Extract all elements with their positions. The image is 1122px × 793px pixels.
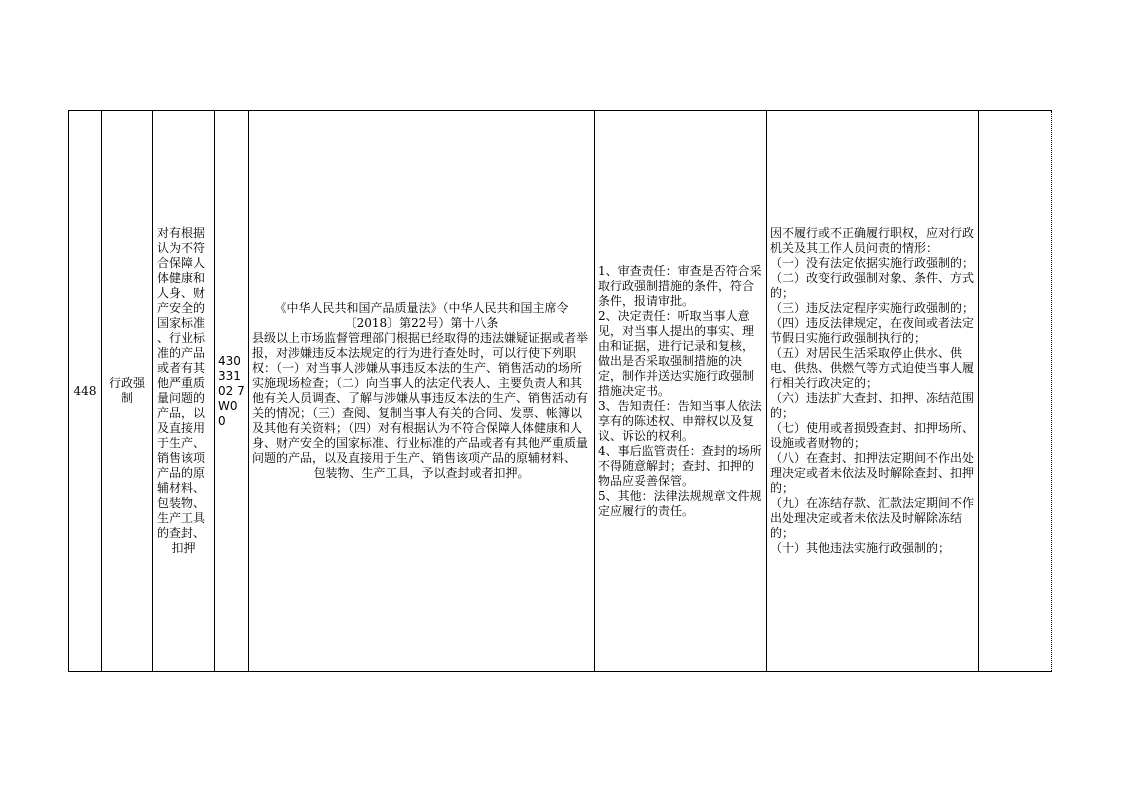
accountability: [767, 111, 979, 672]
power-list-table: [68, 110, 1052, 672]
table-row: [69, 111, 1052, 672]
accountability-item: （二）改变行政强制对象、条件、方式的；: [770, 271, 975, 300]
power-subject-line: 对有根据: [157, 226, 206, 240]
power-subject-line: 他严重质: [157, 376, 206, 390]
power-code: 43033102 7W00: [215, 111, 249, 672]
power-subject-line: 包装物、: [157, 496, 206, 510]
power-subject-line: 人身、财: [157, 286, 206, 300]
power-subject-line: 合保障人: [157, 256, 206, 270]
power-subject-line: 认为不符: [157, 241, 206, 255]
responsibility-item: 5、其他：法律法规规章文件规定应履行的责任。: [598, 488, 762, 518]
accountability-item: （六）违法扩大查封、扣押、冻结范围的；: [770, 391, 975, 420]
legal-basis-text: 县级以上市场监督管理部门根据已经取得的违法嫌疑证据或者举报，对涉嫌违反本法规定的行为进行查处时，可以行使下列职权：（一）对当事人涉嫌从事违反本法的生产、销售活动的场所实施现场检查；（二）向当事人的法定代表人、主要负责人和其他有关人员调查、了解与涉嫌从事违反本法的生产、销售活动有关的情况；（三）查阅、复制当事人有关的合同、发票、帐簿以及其他有关资料；（四）对有根据认为不符合保障人体健康和人身、财产安全的国家标准、行业标准的产品或者有其他严重质量问题的产品，以及直接用于生产、销售该项产品的原辅材料、: [252, 331, 589, 465]
power-subject-line: 、行业标: [157, 331, 206, 345]
legal-basis-text-end: 包装物、生产工具，予以查封或者扣押。: [313, 466, 530, 480]
responsibility-item: 4、事后监管责任：查封的场所不得随意解封；查封、扣押的物品应妥善保管。: [598, 443, 762, 488]
accountability-item: （九）在冻结存款、汇款法定期间不作出处理决定或者未依法及时解除冻结的；: [770, 496, 975, 540]
accountability-item: （十）其他违法实施行政强制的；: [770, 541, 951, 555]
power-subject-line: 销售该项: [157, 451, 206, 465]
legal-basis: [249, 111, 595, 672]
power-subject-line: 扣押: [171, 541, 196, 555]
accountability-item: （一）没有法定依据实施行政强制的；: [770, 256, 975, 270]
power-subject-line: 量问题的: [157, 391, 206, 405]
power-subject-line: 生产工具: [157, 511, 206, 525]
legal-basis-law-title: 《中华人民共和国产品质量法》（中华人民共和国主席令: [274, 301, 569, 315]
responsibility-item: 3、告知责任：告知当事人依法享有的陈述权、申辩权以及复议、诉讼的权利。: [598, 398, 762, 443]
accountability-item: （五）对居民生活采取停止供水、供电、供热、供燃气等方式迫使当事人履行相关行政决定的；: [770, 346, 975, 390]
power-subject-line: 准的产品: [157, 346, 206, 360]
power-subject-line: 辅材料、: [157, 481, 206, 495]
power-subject-line: 产品，以: [157, 406, 206, 420]
power-subject-line: 及直接用: [157, 421, 206, 435]
responsibility-item: 1、审查责任：审查是否符合采取行政强制措施的条件，符合条件，报请审批。: [598, 263, 762, 308]
accountability-item: （三）违反法定程序实施行政强制的；: [770, 301, 975, 315]
power-subject-line: 国家标准: [157, 316, 206, 330]
power-subject-line: 产安全的: [157, 301, 206, 315]
accountability-intro: 因不履行或不正确履行职权，应对行政机关及其工作人员问责的情形：: [770, 226, 975, 255]
accountability-item: （七）使用或者损毁查封、扣押场所、设施或者财物的；: [770, 421, 975, 450]
row-number: 448: [69, 111, 102, 672]
power-type: 行政强制: [102, 111, 153, 672]
accountability-item: （四）违反法律规定，在夜间或者法定节假日实施行政强制执行的；: [770, 316, 975, 345]
remark: [979, 111, 1052, 672]
power-subject-line: 的查封、: [157, 526, 206, 540]
legal-basis-law-number: 〔2018〕第22号）第十八条: [344, 316, 499, 330]
power-subject-line: 于生产、: [157, 436, 206, 450]
power-subject: [153, 111, 215, 672]
responsibility-item: 2、决定责任：听取当事人意见，对当事人提出的事实、理由和证据，进行记录和复核，做出是否采取强制措施的决定，制作并送达实施行政强制措施决定书。: [598, 308, 755, 398]
power-subject-line: 产品的原: [157, 466, 206, 480]
power-subject-line: 或者有其: [157, 361, 206, 375]
responsibilities: [595, 111, 767, 672]
accountability-item: （八）在查封、扣押法定期间不作出处理决定或者未依法及时解除查封、扣押的；: [770, 451, 975, 495]
power-subject-line: 体健康和: [157, 271, 206, 285]
